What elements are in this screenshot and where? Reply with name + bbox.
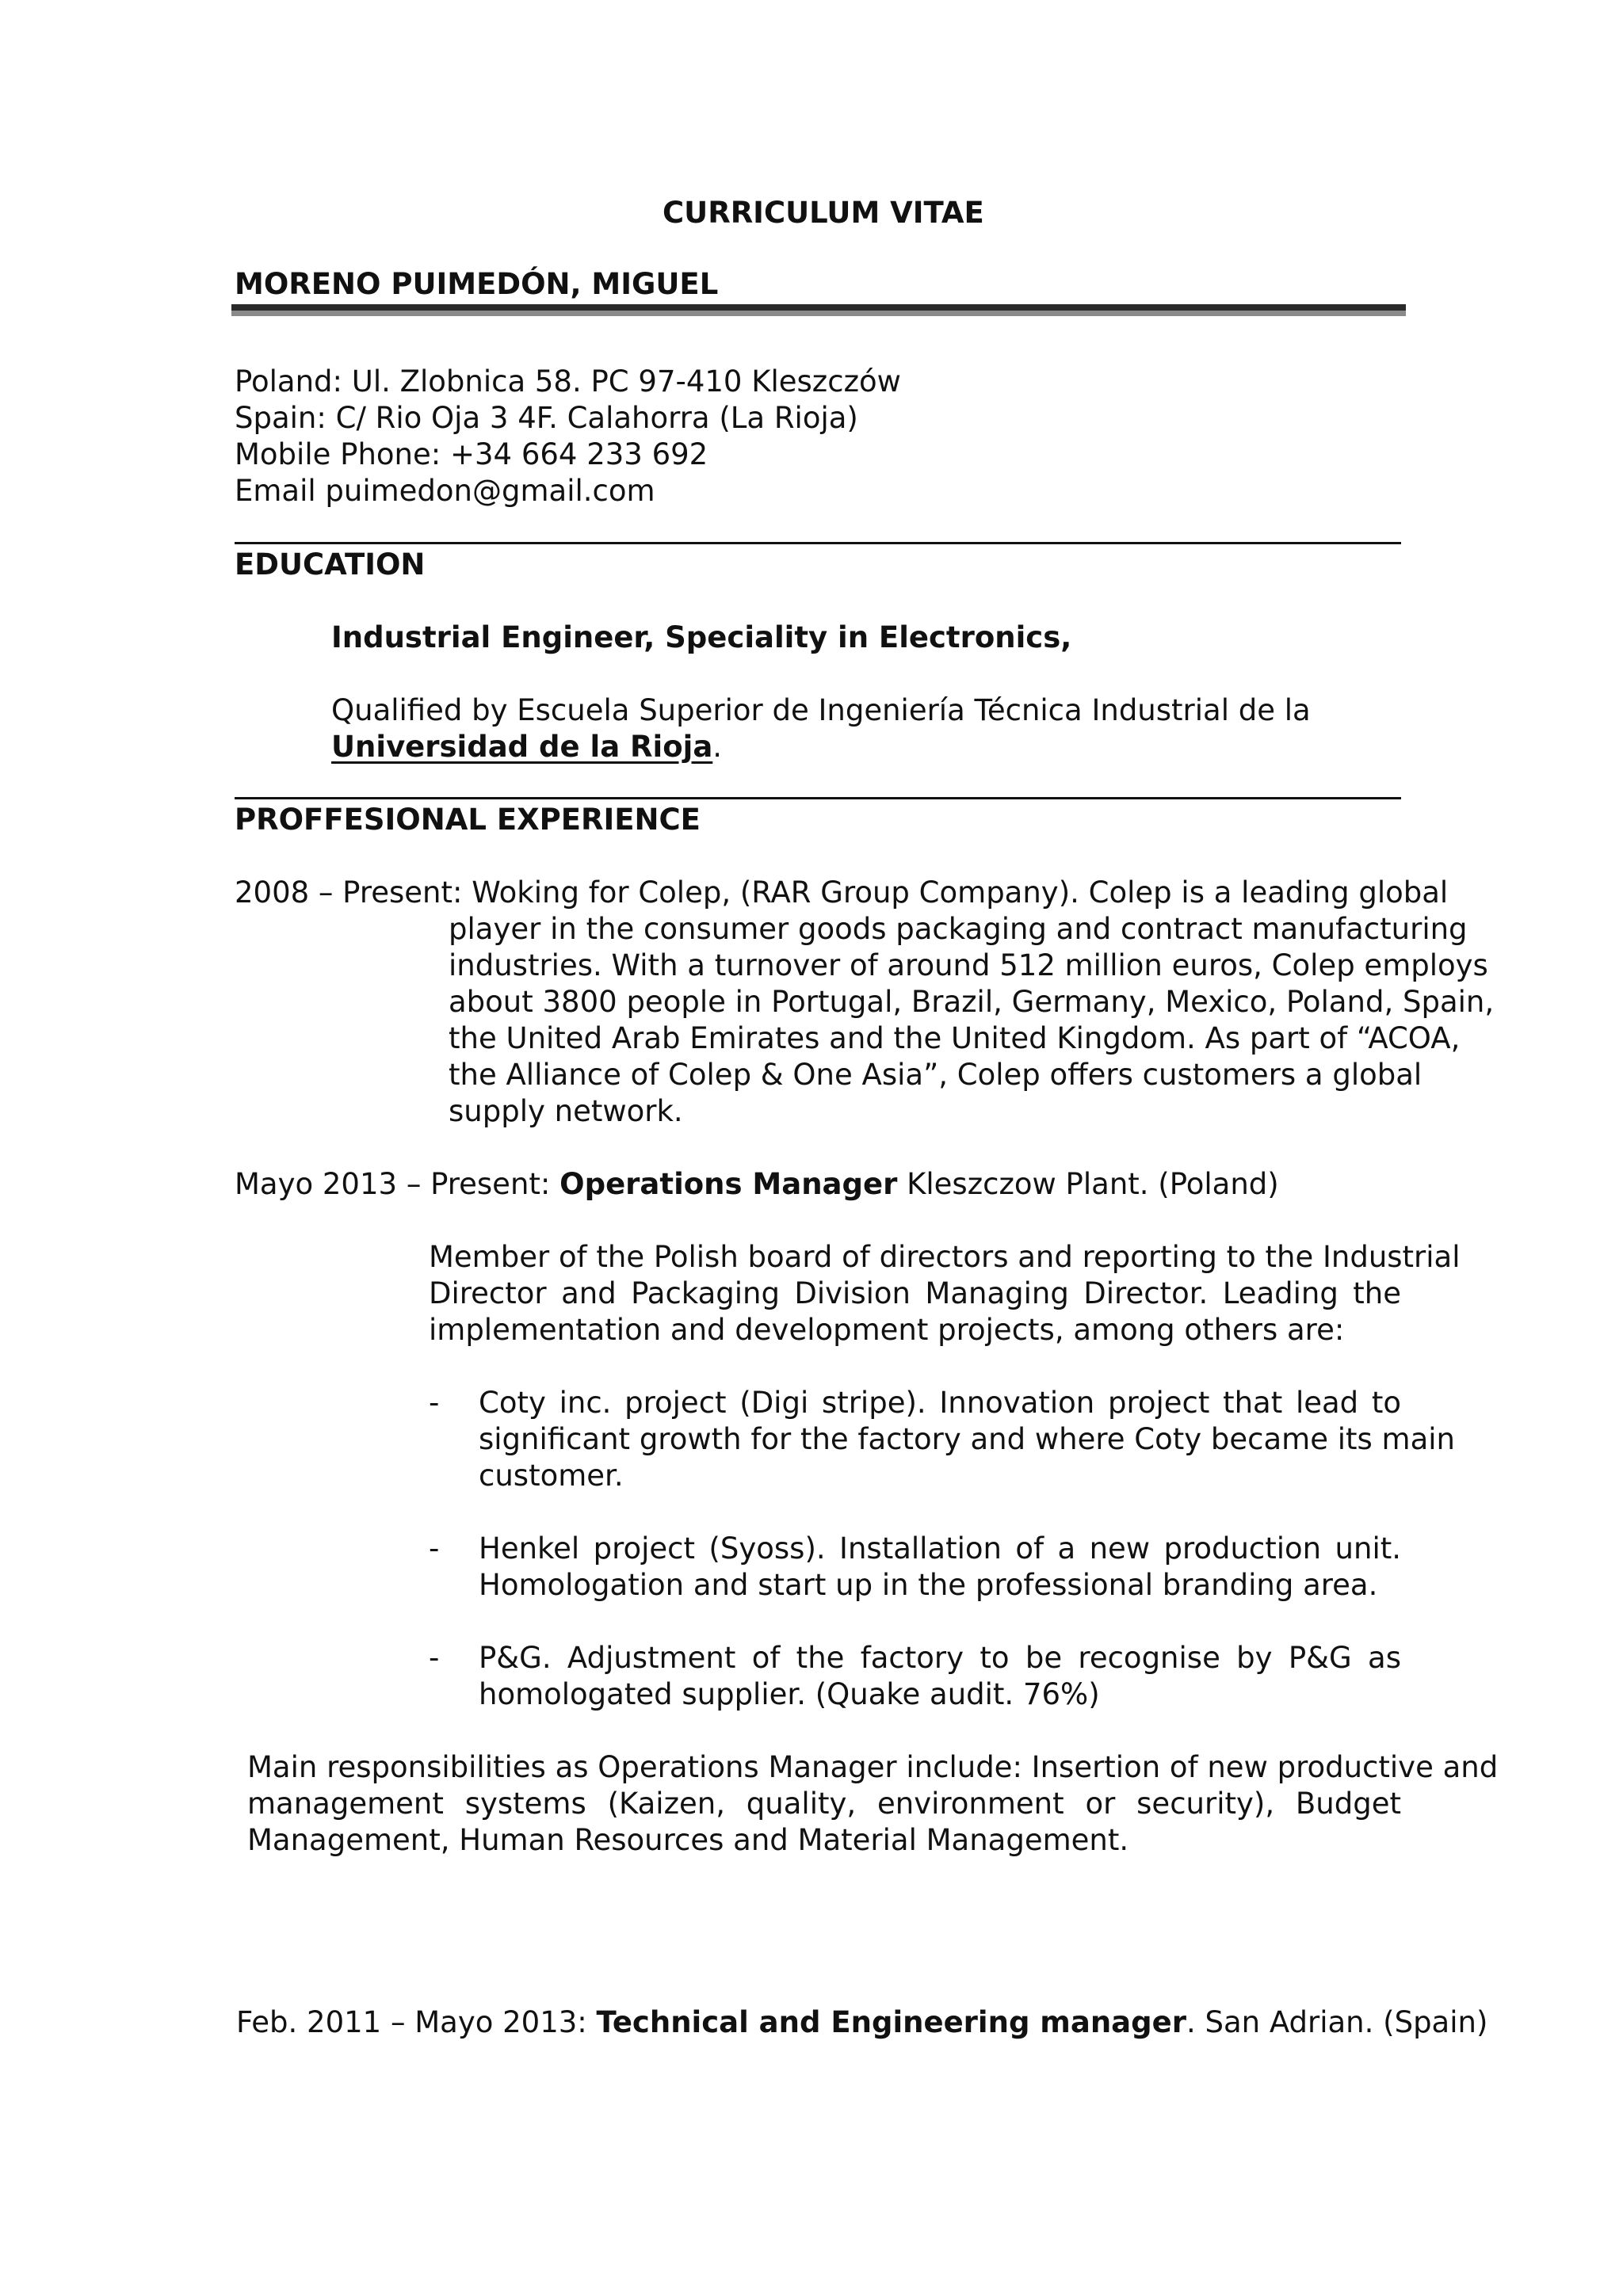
contact-phone: Mobile Phone: +34 664 233 692 bbox=[235, 437, 708, 471]
experience-heading: PROFFESIONAL EXPERIENCE bbox=[235, 803, 701, 837]
name-rule bbox=[231, 304, 1406, 311]
bullet-line: Henkel project (Syoss). Installation of a new production unit. bbox=[479, 1531, 1401, 1566]
operations-heading bbox=[235, 1166, 1279, 1203]
technical-heading bbox=[236, 2004, 1487, 2041]
document-title: CURRICULUM VITAE bbox=[663, 196, 984, 230]
technical-role: Technical and Engineering manager bbox=[596, 2005, 1186, 2039]
bullet-henkel bbox=[479, 1531, 1401, 1604]
name-rule-shadow bbox=[231, 311, 1406, 316]
section-divider bbox=[235, 542, 1401, 544]
technical-place: . San Adrian. (Spain) bbox=[1186, 2005, 1488, 2039]
bullet-dash: - bbox=[429, 1531, 440, 1566]
responsibilities-line: Management, Human Resources and Material Management. bbox=[247, 1823, 1129, 1857]
bullet-dash: - bbox=[429, 1386, 440, 1420]
colep-line: 2008 – Present: Woking for Colep, (RAR Group Company). Colep is a leading global bbox=[235, 875, 1449, 910]
candidate-name: MORENO PUIMEDÓN, MIGUEL bbox=[235, 267, 719, 301]
bullet-coty bbox=[479, 1385, 1456, 1494]
colep-line: about 3800 people in Portugal, Brazil, Germany, Mexico, Poland, Spain, bbox=[449, 985, 1495, 1019]
education-heading: EDUCATION bbox=[235, 547, 426, 582]
operations-role: Operations Manager bbox=[559, 1167, 898, 1201]
section-divider bbox=[235, 797, 1401, 799]
bullet-line: Coty inc. project (Digi stripe). Innovation project that lead to bbox=[479, 1386, 1401, 1420]
responsibilities-line: management systems (Kaizen, quality, environment or security), Budget bbox=[247, 1787, 1401, 1821]
colep-line: player in the consumer goods packaging and contract manufacturing bbox=[449, 912, 1468, 946]
education-university-suffix: . bbox=[712, 730, 723, 764]
operations-intro-line: Director and Packaging Division Managing Director. Leading the bbox=[429, 1276, 1401, 1310]
education-university: Universidad de la Rioja bbox=[331, 730, 713, 764]
technical-date: Feb. 2011 – Mayo 2013: bbox=[236, 2005, 597, 2039]
colep-line: supply network. bbox=[449, 1094, 683, 1128]
bullet-dash: - bbox=[429, 1641, 440, 1675]
bullet-line: customer. bbox=[479, 1459, 624, 1493]
colep-line: the Alliance of Colep & One Asia”, Colep offers customers a global bbox=[449, 1058, 1423, 1092]
education-university-line bbox=[331, 729, 722, 765]
operations-date: Mayo 2013 – Present: bbox=[235, 1167, 560, 1201]
contact-poland: Poland: Ul. Zlobnica 58. PC 97-410 Kleszczów bbox=[235, 364, 901, 399]
operations-responsibilities bbox=[247, 1749, 1499, 1859]
operations-intro-line: implementation and development projects, among others are: bbox=[429, 1313, 1345, 1347]
colep-paragraph-cont bbox=[449, 911, 1495, 1130]
operations-intro bbox=[429, 1239, 1461, 1348]
colep-line: the United Arab Emirates and the United Kingdom. As part of “ACOA, bbox=[449, 1021, 1461, 1055]
bullet-line: significant growth for the factory and where Coty became its main bbox=[479, 1422, 1456, 1456]
contact-spain: Spain: C/ Rio Oja 3 4F. Calahorra (La Rioja) bbox=[235, 401, 858, 435]
colep-line: industries. With a turnover of around 512 million euros, Colep employs bbox=[449, 948, 1488, 982]
bullet-line: homologated supplier. (Quake audit. 76%) bbox=[479, 1677, 1100, 1711]
responsibilities-line: Main responsibilities as Operations Manager include: Insertion of new productive and bbox=[247, 1750, 1499, 1784]
operations-intro-line: Member of the Polish board of directors and reporting to the Industrial bbox=[429, 1240, 1461, 1274]
operations-place: Kleszczow Plant. (Poland) bbox=[897, 1167, 1279, 1201]
education-qualified: Qualified by Escuela Superior de Ingeniería Técnica Industrial de la bbox=[331, 693, 1311, 727]
contact-email: Email puimedon@gmail.com bbox=[235, 474, 655, 508]
colep-paragraph bbox=[235, 875, 1449, 911]
education-degree: Industrial Engineer, Speciality in Electronics, bbox=[331, 620, 1072, 654]
bullet-line: P&G. Adjustment of the factory to be recognise by P&G as bbox=[479, 1641, 1401, 1675]
bullet-pg bbox=[479, 1640, 1401, 1713]
bullet-line: Homologation and start up in the professional branding area. bbox=[479, 1568, 1378, 1602]
